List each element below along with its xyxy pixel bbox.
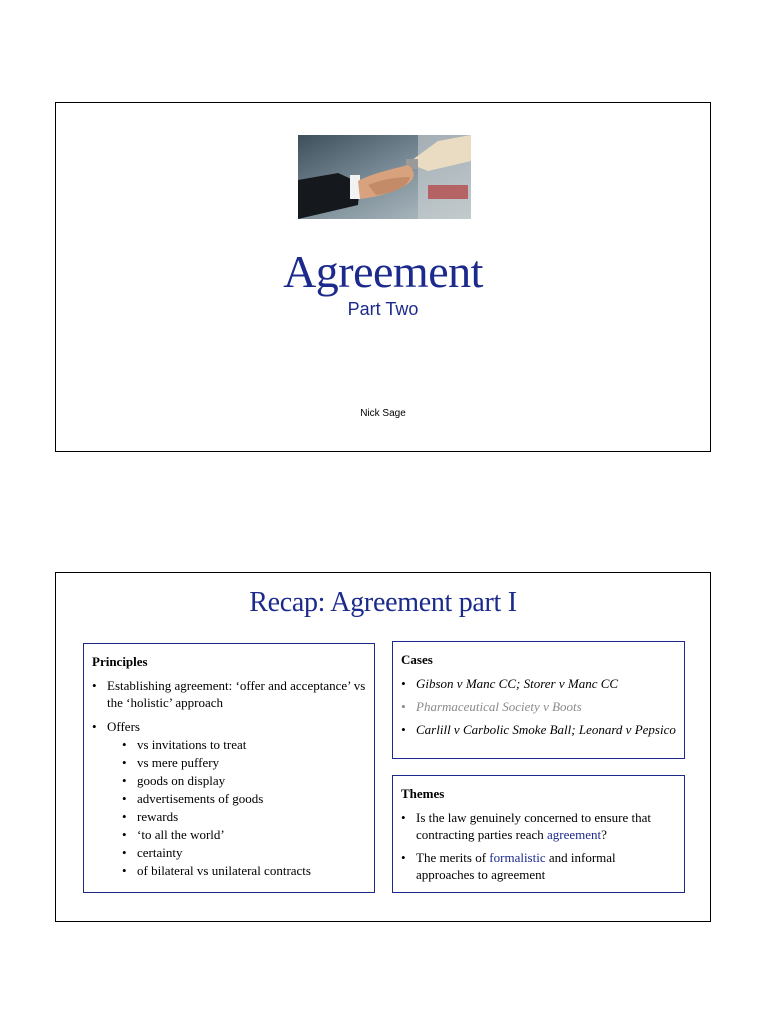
slide-subtitle: Part Two — [347, 299, 419, 319]
slide-title: Recap: Agreement part I — [249, 587, 517, 618]
theme-highlight: formalistic — [489, 850, 546, 865]
theme-text: and informal approaches to agreement — [416, 850, 616, 882]
offer-subitem: • certainty — [122, 844, 366, 861]
principle-item-label: Offers — [107, 719, 140, 734]
theme-text: The merits of — [416, 850, 490, 865]
title-slide — [55, 102, 711, 452]
slide-title: Agreement — [283, 246, 483, 297]
theme-text: ? — [601, 827, 607, 842]
cases-heading: Cases — [401, 652, 433, 667]
offer-subitem: • vs mere puffery — [122, 754, 366, 771]
theme-highlight: agreement — [547, 827, 602, 842]
theme-item — [401, 849, 676, 883]
case-item: • Carlill v Carbolic Smoke Ball; Leonard v Pepsico — [401, 721, 676, 738]
offer-subitem: • goods on display — [122, 772, 366, 789]
handshake-photo — [298, 135, 471, 219]
cases-box — [392, 641, 685, 759]
principles-box — [83, 643, 375, 893]
offer-subitem: • ‘to all the world’ — [122, 826, 366, 843]
recap-slide — [55, 572, 711, 922]
theme-item — [401, 809, 676, 843]
theme-text: Is the law genuinely concerned to ensure that contracting parties reach — [416, 810, 651, 842]
principle-item: • Establishing agreement: ‘offer and acceptance’ vs the ‘holistic’ approach — [92, 677, 366, 711]
principles-heading: Principles — [92, 654, 148, 669]
offer-subitem: • of bilateral vs unilateral contracts — [122, 862, 366, 879]
offer-subitem: • advertisements of goods — [122, 790, 366, 807]
case-item: • Pharmaceutical Society v Boots — [401, 698, 676, 715]
offer-subitem: • vs invitations to treat — [122, 736, 366, 753]
offer-subitem: • rewards — [122, 808, 366, 825]
themes-heading: Themes — [401, 786, 445, 801]
principle-item — [92, 718, 366, 879]
author-name: Nick Sage — [360, 408, 406, 419]
themes-box — [392, 775, 685, 893]
case-item: • Gibson v Manc CC; Storer v Manc CC — [401, 675, 676, 692]
